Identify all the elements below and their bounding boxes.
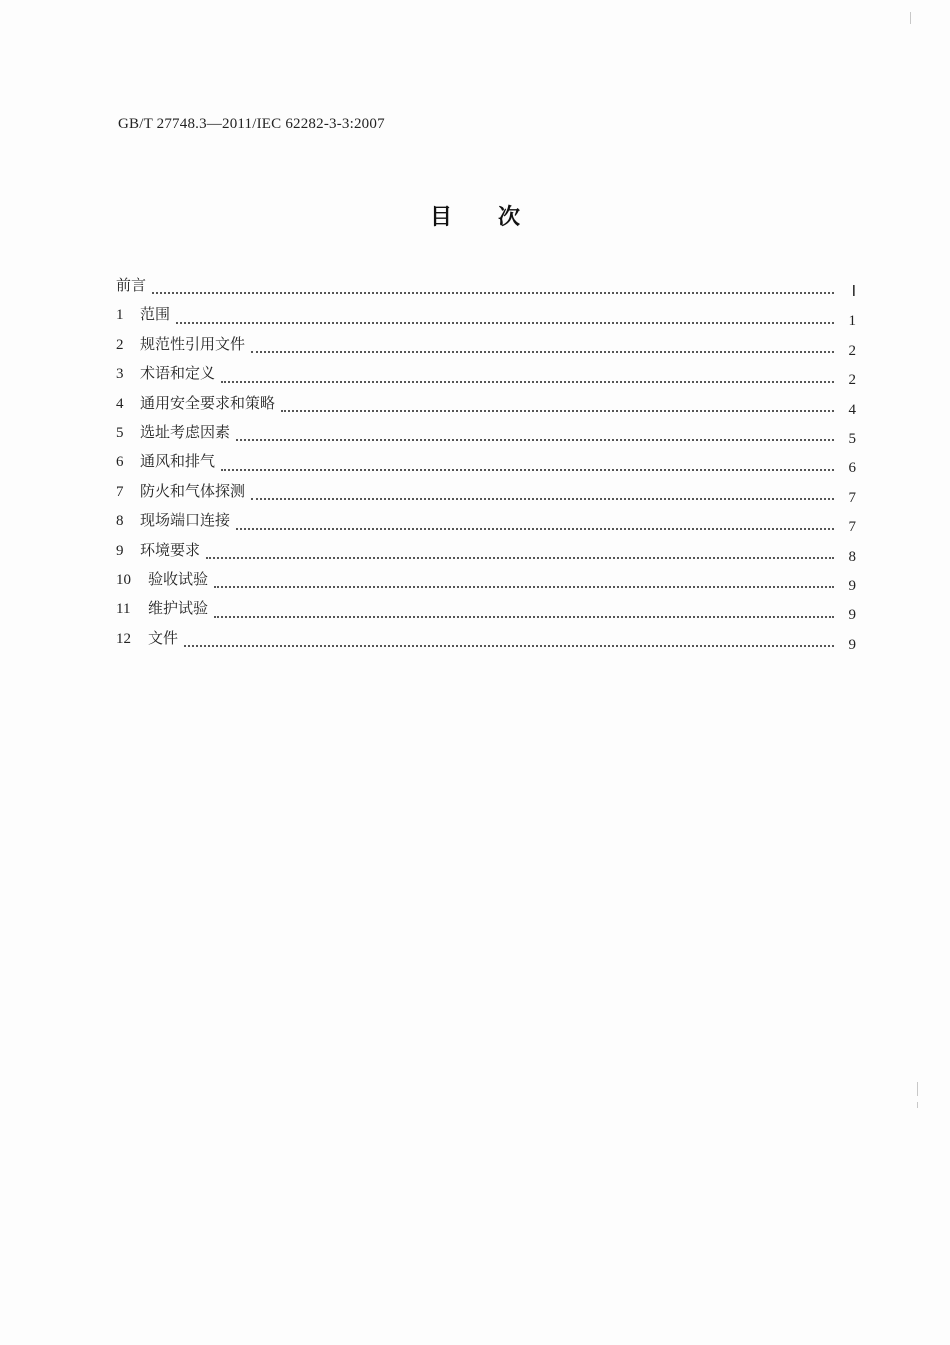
toc-label: 规范性引用文件 [140, 334, 246, 353]
toc-label: 防火和气体探测 [140, 481, 246, 500]
page-title: 目次 [429, 205, 566, 230]
toc-entry-6[interactable] [116, 450, 856, 479]
dot-leader [236, 528, 834, 530]
toc-entry-foreword[interactable] [116, 274, 856, 303]
table-of-contents [116, 274, 856, 656]
toc-page-number: 7 [848, 489, 856, 506]
toc-entry-4[interactable] [116, 392, 856, 421]
dot-leader [184, 645, 834, 647]
toc-section-number: 2 [116, 336, 124, 353]
toc-section-number: 4 [116, 395, 124, 412]
toc-page-number: 9 [848, 577, 856, 594]
toc-label: 验收试验 [148, 569, 209, 588]
toc-entry-1[interactable] [116, 303, 856, 332]
toc-page-number: 6 [848, 460, 856, 477]
toc-section-number: 6 [116, 454, 124, 471]
dot-leader [281, 410, 834, 412]
toc-label: 范围 [140, 305, 171, 324]
toc-section-number: 10 [116, 571, 131, 588]
toc-entry-2[interactable] [116, 333, 856, 362]
toc-page-number: 7 [848, 519, 856, 536]
dot-leader [221, 469, 834, 471]
toc-label: 通用安全要求和策略 [140, 393, 276, 412]
dot-leader [221, 381, 834, 383]
toc-label: 维护试验 [148, 599, 209, 618]
toc-section-number: 11 [116, 601, 131, 618]
toc-section-number: 12 [116, 630, 131, 647]
toc-page-number: 5 [848, 430, 856, 447]
dot-leader [251, 498, 834, 500]
toc-entry-3[interactable] [116, 362, 856, 391]
dot-leader [214, 616, 834, 618]
toc-label: 通风和排气 [140, 452, 216, 471]
toc-label: 文件 [148, 628, 179, 647]
toc-section-number: 3 [116, 366, 124, 383]
toc-page-number: 8 [848, 548, 856, 565]
toc-page-number: 4 [848, 401, 856, 418]
toc-section-number: 5 [116, 424, 124, 441]
standard-number-header: GB/T 27748.3—2011/IEC 62282-3-3:2007 [118, 116, 385, 132]
toc-page-number: 2 [848, 372, 856, 389]
toc-entry-10[interactable] [116, 568, 856, 597]
toc-entry-11[interactable] [116, 597, 856, 626]
dot-leader [214, 586, 834, 588]
toc-entry-8[interactable] [116, 509, 856, 538]
scan-artifact [917, 1102, 918, 1108]
toc-entry-5[interactable] [116, 421, 856, 450]
toc-section-number: 9 [116, 542, 124, 559]
toc-page-number: 9 [848, 636, 856, 653]
toc-label: 现场端口连接 [140, 511, 231, 530]
toc-label: 环境要求 [140, 540, 201, 559]
dot-leader [176, 322, 834, 324]
toc-section-number: 8 [116, 513, 124, 530]
scan-artifact [917, 1082, 918, 1096]
dot-leader [251, 351, 834, 353]
toc-entry-9[interactable] [116, 539, 856, 568]
toc-page-number: 9 [848, 607, 856, 624]
toc-page-number: 1 [848, 313, 856, 330]
toc-page-number: Ⅰ [851, 284, 856, 300]
scan-artifact [910, 12, 911, 24]
toc-label: 术语和定义 [140, 364, 216, 383]
toc-entry-12[interactable] [116, 627, 856, 656]
dot-leader [152, 292, 834, 294]
dot-leader [206, 557, 834, 559]
toc-entry-7[interactable] [116, 480, 856, 509]
toc-label: 选址考虑因素 [140, 422, 231, 441]
toc-label: 前言 [116, 276, 147, 294]
dot-leader [236, 439, 834, 441]
toc-section-number: 1 [116, 307, 124, 324]
toc-section-number: 7 [116, 483, 124, 500]
toc-page-number: 2 [848, 342, 856, 359]
